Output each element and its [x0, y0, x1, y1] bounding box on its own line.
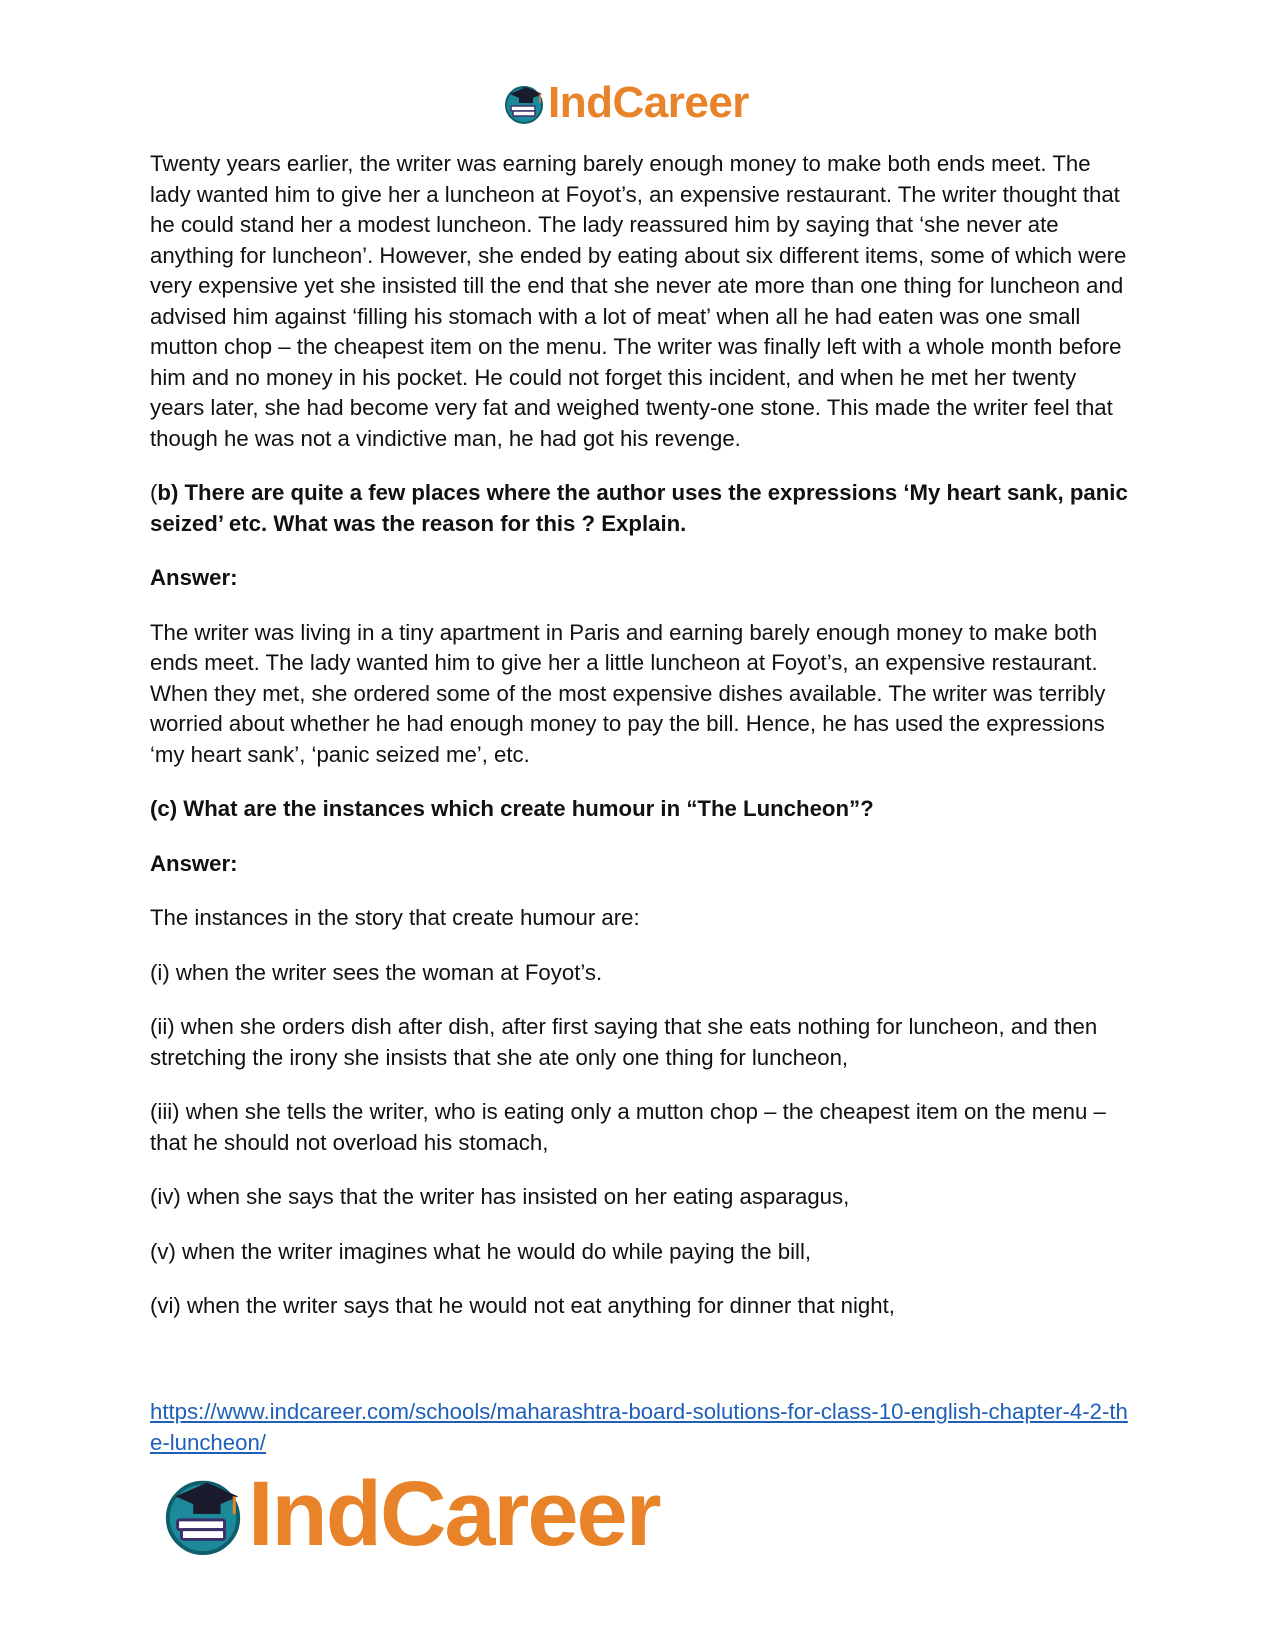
answer-b-label: Answer: [150, 565, 238, 590]
source-link-block [150, 1397, 1130, 1458]
header-logo [502, 80, 749, 126]
question-b-prefix: ( [150, 480, 158, 505]
list-item: (v) when the writer imagines what he would do while paying the bill, [150, 1238, 812, 1264]
footer-logo [160, 1463, 660, 1565]
footer-logo-text: IndCareer [248, 1463, 660, 1565]
question-b [150, 478, 1130, 539]
graduation-cap-book-icon [160, 1471, 246, 1557]
document-body [150, 149, 1130, 1346]
question-c: (c) What are the instances which create humour in “The Luncheon”? [150, 796, 874, 821]
graduation-cap-book-icon [502, 81, 546, 125]
question-b-text: b) There are quite a few places where the author uses the expressions ‘My heart sank, panic seized’ etc. What was the reason for this ? Explain. [150, 480, 1128, 536]
answer-b-paragraph: The writer was living in a tiny apartment in Paris and earning barely enough money to make both ends meet. The lady wanted him to give her a little luncheon at Foyot’s, an expensive restaurant. When they met, she ordered some of the most expensive dishes available. The writer was terribly worried about whether he had enough money to pay the bill. Hence, he has used the expressions ‘my heart sank’, ‘panic seized me’, etc. [150, 619, 1106, 767]
list-item: (iv) when she says that the writer has insisted on her eating asparagus, [150, 1184, 850, 1209]
header-logo-text: IndCareer [548, 78, 749, 127]
source-link[interactable]: https://www.indcareer.com/schools/maharashtra-board-solutions-for-class-10-english-chapter-4-2-the-luncheon/ [150, 1399, 1128, 1455]
list-item: (i) when the writer sees the woman at Foyot’s. [150, 959, 603, 985]
list-item: (vi) when the writer says that he would not eat anything for dinner that night, [150, 1293, 895, 1318]
list-item: (ii) when she orders dish after dish, after first saying that she eats nothing for luncheon, and then stretching the irony she insists that she ate only one thing for luncheon, [150, 1014, 1098, 1070]
intro-paragraph: Twenty years earlier, the writer was earning barely enough money to make both ends meet. The lady wanted him to give her a luncheon at Foyot’s, an expensive restaurant. The writer thought that he could stand her a modest luncheon. The lady reassured him by saying that ‘she never ate anything for luncheon’. However, she ended by eating about six different items, some of which were very expensive yet she insisted till the end that she never ate more than one thing for luncheon and advised him against ‘filling his stomach with a lot of meat’ when all he had eaten was one small mutton chop – the cheapest item on the menu. The writer was finally left with a whole month before him and no money in his pocket. He could not forget this incident, and when he met her twenty years later, she had become very fat and weighed twenty-one stone. This made the writer feel that though he was not a vindictive man, he had got his revenge. [150, 151, 1127, 451]
list-item: (iii) when she tells the writer, who is eating only a mutton chop – the cheapest item on the menu – that he should not overload his stomach, [150, 1099, 1106, 1155]
answer-c-intro: The instances in the story that create humour are: [150, 905, 640, 930]
answer-c-label: Answer: [150, 850, 238, 876]
